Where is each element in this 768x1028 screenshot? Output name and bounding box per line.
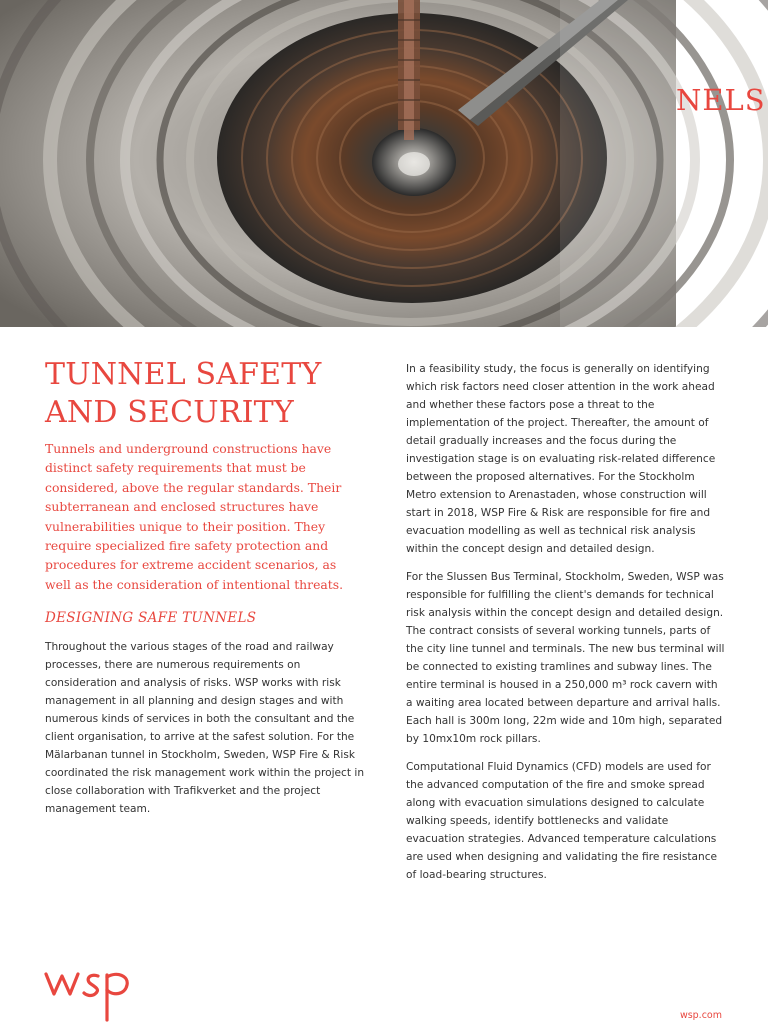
section-subheading: DESIGNING SAFE TUNNELS	[45, 610, 257, 627]
page-title	[45, 356, 365, 432]
page-title-line-1: TUNNEL SAFETY	[45, 357, 322, 392]
left-body-paragraph: Throughout the various stages of the road and railway processes, there are numerous requirements on consideration and analysis of risks. WSP works with risk management in all planning and design stages and with numerous kinds of services in both the consultant and the client organisation, to arrive at the safest solution. For the Mälarbanan tunnel in Stockholm, Sweden, WSP Fire & Risk coordinated the risk management work within the project in close collaboration with Trafikverket and the project management team.	[45, 641, 365, 816]
left-column	[45, 356, 365, 818]
wsp-logo-mark	[43, 968, 143, 1024]
hero-photo	[0, 0, 768, 327]
wsp-logo	[43, 968, 143, 1024]
intro-paragraph: Tunnels and underground constructions have distinct safety requirements that must be considered, above the regular standards. Their subterranean and enclosed structures have vulnerabilities unique to their position. They require specialized fire safety protection and procedures for extreme accident scenarios, as well as the consideration of intentional threats.	[45, 441, 344, 592]
hero-title-fragment: NELS	[676, 83, 766, 117]
footer-url[interactable]: wsp.com	[679, 1010, 722, 1021]
right-paragraph-1: In a feasibility study, the focus is generally on identifying which risk factors need closer attention in the work ahead and whether these factors pose a threat to the implementation of the project. Thereafter, the amount of detail gradually increases and the focus during the investigation stage is on evaluating risk-related difference between the proposed alternatives. For the Stockholm Metro extension to Arenastaden, whose construction will start in 2018, WSP Fire & Risk are responsible for fire and evacuation modelling as well as technical risk analysis within the concept design and detailed design.	[406, 363, 716, 555]
page-title-line-2: AND SECURITY	[45, 395, 294, 430]
right-paragraph-2: For the Slussen Bus Terminal, Stockholm, Sweden, WSP was responsible for fulfilling the client's demands for technical risk analysis within the concept design and detailed design. The contract consists of several working tunnels, parts of the city line tunnel and terminals. The new bus terminal will be connected to existing tramlines and subway lines. The entire terminal is housed in a 250,000 m³ rock cavern with a waiting area located between departure and arrival halls. Each hall is 300m long, 22m wide and 10m high, separated by 10mx10m rock pillars.	[406, 571, 725, 745]
right-column	[406, 360, 726, 884]
right-paragraph-3: Computational Fluid Dynamics (CFD) models are used for the advanced computation of the fire and smoke spread along with evacuation simulations designed to calculate walking speeds, identify bottlenecks and validate evacuation strategies. Advanced temperature calculations are used when designing and validating the fire resistance of load-bearing structures.	[406, 761, 718, 881]
tunnel-shaft-image	[0, 0, 768, 327]
